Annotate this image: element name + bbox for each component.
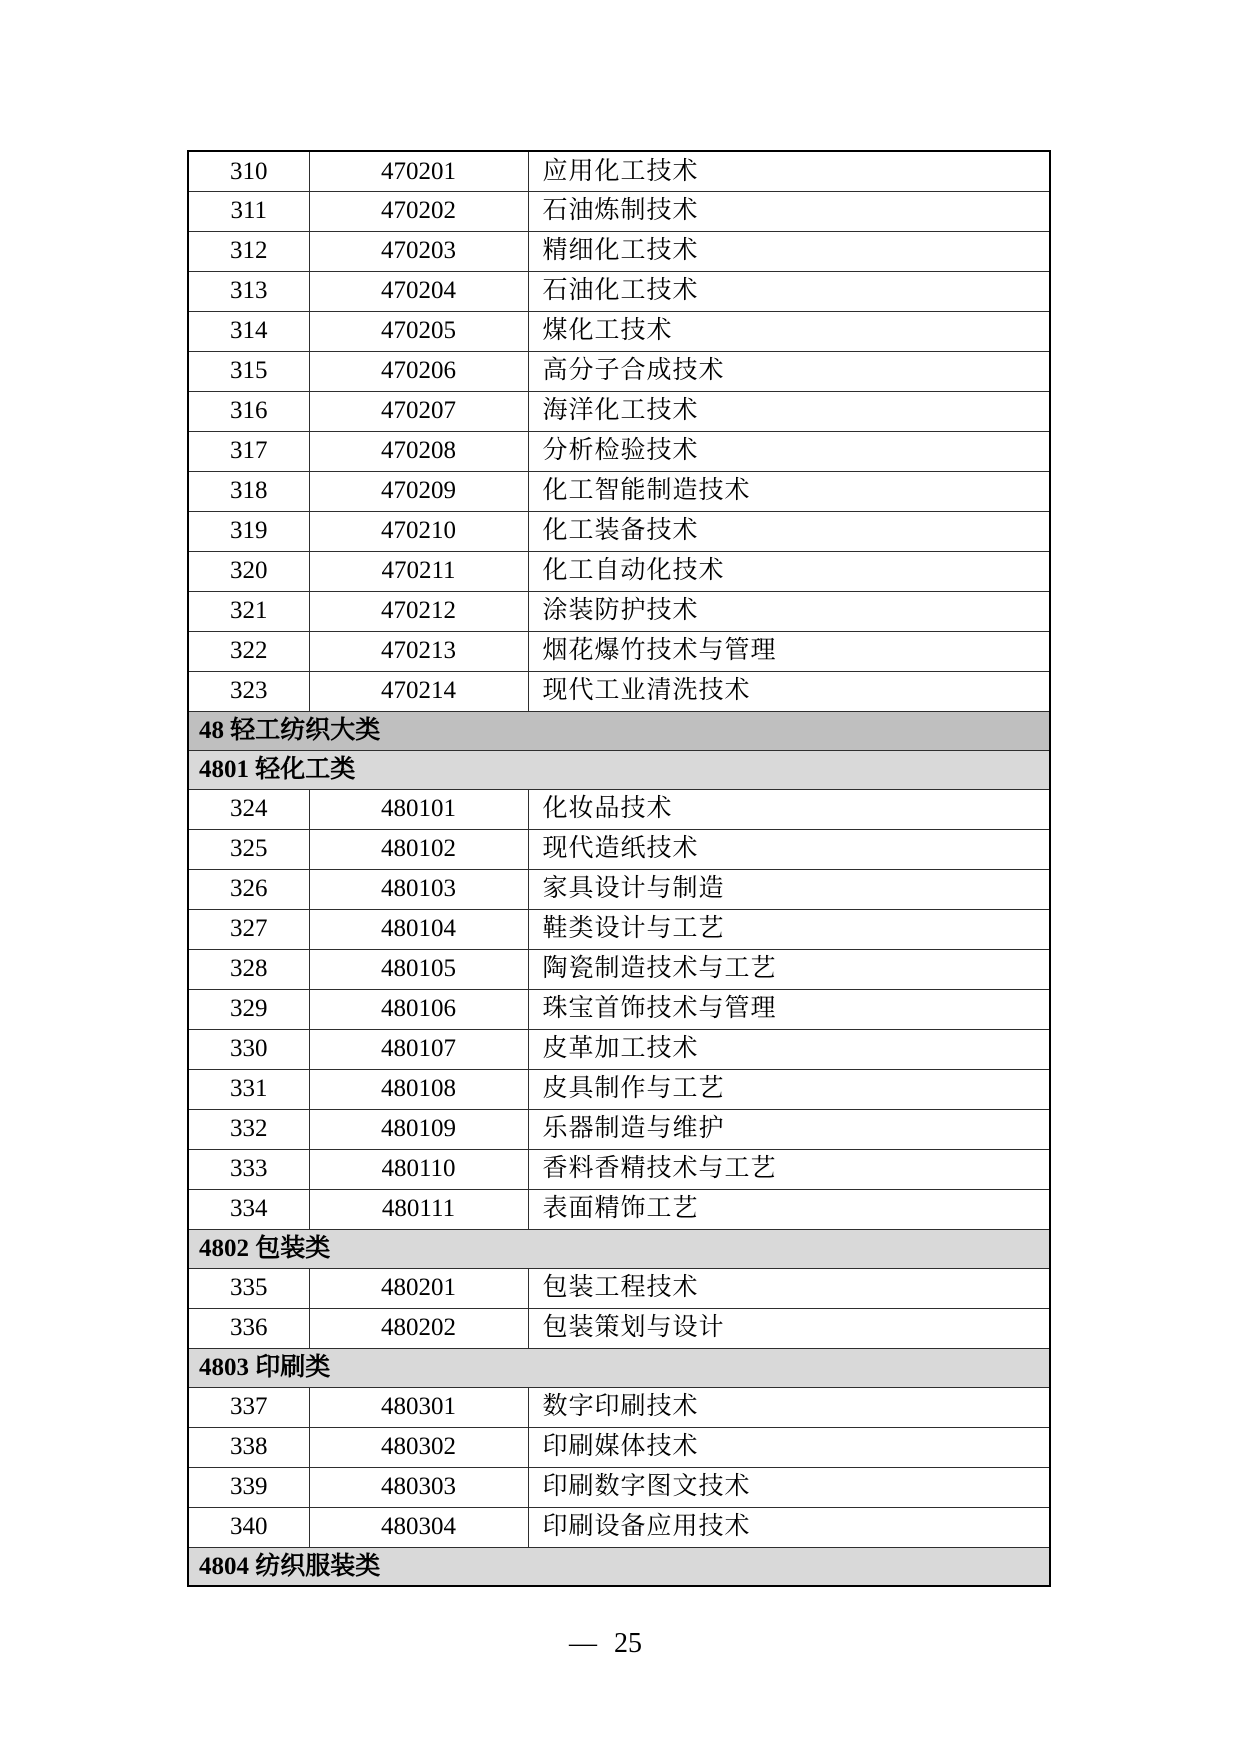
seq-cell: 335 [188, 1268, 309, 1308]
name-cell: 应用化工技术 [528, 151, 1050, 191]
seq-cell: 323 [188, 671, 309, 711]
seq-cell: 312 [188, 231, 309, 271]
seq-cell: 325 [188, 829, 309, 869]
code-cell: 480109 [309, 1109, 528, 1149]
table-row [188, 591, 1050, 631]
table-row [188, 351, 1050, 391]
seq-cell: 311 [188, 191, 309, 231]
name-cell: 石油炼制技术 [528, 191, 1050, 231]
name-cell: 分析检验技术 [528, 431, 1050, 471]
code-cell: 470212 [309, 591, 528, 631]
code-cell: 470213 [309, 631, 528, 671]
name-cell: 烟花爆竹技术与管理 [528, 631, 1050, 671]
seq-cell: 339 [188, 1467, 309, 1507]
code-cell: 480303 [309, 1467, 528, 1507]
table-row [188, 671, 1050, 711]
table-row [188, 989, 1050, 1029]
seq-cell: 333 [188, 1149, 309, 1189]
code-cell: 470207 [309, 391, 528, 431]
code-cell: 480202 [309, 1308, 528, 1348]
seq-cell: 324 [188, 789, 309, 829]
table-row [188, 271, 1050, 311]
name-cell: 数字印刷技术 [528, 1387, 1050, 1427]
section-header-row [188, 711, 1050, 750]
table-row [188, 1507, 1050, 1547]
table-row [188, 1427, 1050, 1467]
code-cell: 480111 [309, 1189, 528, 1229]
name-cell: 化妆品技术 [528, 789, 1050, 829]
table-row [188, 311, 1050, 351]
seq-cell: 334 [188, 1189, 309, 1229]
name-cell: 皮革加工技术 [528, 1029, 1050, 1069]
code-cell: 470210 [309, 511, 528, 551]
table-row [188, 1029, 1050, 1069]
name-cell: 香料香精技术与工艺 [528, 1149, 1050, 1189]
table-row [188, 391, 1050, 431]
seq-cell: 322 [188, 631, 309, 671]
subsection-header-label: 4804 纺织服装类 [188, 1547, 1050, 1586]
table-row [188, 1189, 1050, 1229]
table-row [188, 191, 1050, 231]
code-cell: 470206 [309, 351, 528, 391]
name-cell: 表面精饰工艺 [528, 1189, 1050, 1229]
name-cell: 现代造纸技术 [528, 829, 1050, 869]
name-cell: 包装工程技术 [528, 1268, 1050, 1308]
table-row [188, 1387, 1050, 1427]
seq-cell: 340 [188, 1507, 309, 1547]
seq-cell: 328 [188, 949, 309, 989]
code-cell: 480201 [309, 1268, 528, 1308]
table-row [188, 829, 1050, 869]
code-cell: 480103 [309, 869, 528, 909]
code-cell: 480107 [309, 1029, 528, 1069]
name-cell: 化工装备技术 [528, 511, 1050, 551]
major-code-table [187, 150, 1051, 1587]
code-cell: 480105 [309, 949, 528, 989]
name-cell: 化工智能制造技术 [528, 471, 1050, 511]
page-number: — 25 [569, 1628, 642, 1659]
name-cell: 石油化工技术 [528, 271, 1050, 311]
subsection-header-label: 4802 包装类 [188, 1229, 1050, 1268]
seq-cell: 316 [188, 391, 309, 431]
table-row [188, 949, 1050, 989]
seq-cell: 326 [188, 869, 309, 909]
section-header-label: 48 轻工纺织大类 [188, 711, 1050, 750]
seq-cell: 313 [188, 271, 309, 311]
code-cell: 470203 [309, 231, 528, 271]
name-cell: 鞋类设计与工艺 [528, 909, 1050, 949]
code-cell: 470201 [309, 151, 528, 191]
seq-cell: 317 [188, 431, 309, 471]
code-cell: 470205 [309, 311, 528, 351]
name-cell: 家具设计与制造 [528, 869, 1050, 909]
name-cell: 皮具制作与工艺 [528, 1069, 1050, 1109]
table-row [188, 431, 1050, 471]
major-code-table-wrap [187, 150, 1049, 1587]
name-cell: 现代工业清洗技术 [528, 671, 1050, 711]
name-cell: 印刷数字图文技术 [528, 1467, 1050, 1507]
seq-cell: 332 [188, 1109, 309, 1149]
name-cell: 煤化工技术 [528, 311, 1050, 351]
name-cell: 精细化工技术 [528, 231, 1050, 271]
seq-cell: 330 [188, 1029, 309, 1069]
name-cell: 乐器制造与维护 [528, 1109, 1050, 1149]
name-cell: 印刷设备应用技术 [528, 1507, 1050, 1547]
name-cell: 高分子合成技术 [528, 351, 1050, 391]
seq-cell: 318 [188, 471, 309, 511]
seq-cell: 320 [188, 551, 309, 591]
name-cell: 珠宝首饰技术与管理 [528, 989, 1050, 1029]
seq-cell: 314 [188, 311, 309, 351]
table-body [188, 151, 1050, 1586]
name-cell: 海洋化工技术 [528, 391, 1050, 431]
table-row [188, 151, 1050, 191]
table-row [188, 1467, 1050, 1507]
name-cell: 印刷媒体技术 [528, 1427, 1050, 1467]
subsection-header-row [188, 1229, 1050, 1268]
code-cell: 480302 [309, 1427, 528, 1467]
table-row [188, 631, 1050, 671]
name-cell: 陶瓷制造技术与工艺 [528, 949, 1050, 989]
code-cell: 480110 [309, 1149, 528, 1189]
code-cell: 470214 [309, 671, 528, 711]
seq-cell: 319 [188, 511, 309, 551]
seq-cell: 329 [188, 989, 309, 1029]
subsection-header-row [188, 750, 1050, 789]
table-row [188, 1149, 1050, 1189]
table-row [188, 511, 1050, 551]
seq-cell: 310 [188, 151, 309, 191]
subsection-header-row [188, 1348, 1050, 1387]
table-row [188, 909, 1050, 949]
code-cell: 470211 [309, 551, 528, 591]
table-row [188, 231, 1050, 271]
table-row [188, 789, 1050, 829]
name-cell: 包装策划与设计 [528, 1308, 1050, 1348]
code-cell: 480104 [309, 909, 528, 949]
table-row [188, 1109, 1050, 1149]
table-row [188, 1069, 1050, 1109]
table-row [188, 551, 1050, 591]
subsection-header-row [188, 1547, 1050, 1586]
code-cell: 470204 [309, 271, 528, 311]
code-cell: 480304 [309, 1507, 528, 1547]
seq-cell: 327 [188, 909, 309, 949]
code-cell: 480102 [309, 829, 528, 869]
name-cell: 涂装防护技术 [528, 591, 1050, 631]
seq-cell: 336 [188, 1308, 309, 1348]
seq-cell: 315 [188, 351, 309, 391]
name-cell: 化工自动化技术 [528, 551, 1050, 591]
seq-cell: 337 [188, 1387, 309, 1427]
code-cell: 480101 [309, 789, 528, 829]
table-row [188, 1308, 1050, 1348]
table-row [188, 869, 1050, 909]
subsection-header-label: 4803 印刷类 [188, 1348, 1050, 1387]
code-cell: 470209 [309, 471, 528, 511]
seq-cell: 321 [188, 591, 309, 631]
table-row [188, 471, 1050, 511]
code-cell: 480301 [309, 1387, 528, 1427]
subsection-header-label: 4801 轻化工类 [188, 750, 1050, 789]
seq-cell: 338 [188, 1427, 309, 1467]
table-row [188, 1268, 1050, 1308]
code-cell: 470208 [309, 431, 528, 471]
code-cell: 480106 [309, 989, 528, 1029]
code-cell: 470202 [309, 191, 528, 231]
seq-cell: 331 [188, 1069, 309, 1109]
code-cell: 480108 [309, 1069, 528, 1109]
